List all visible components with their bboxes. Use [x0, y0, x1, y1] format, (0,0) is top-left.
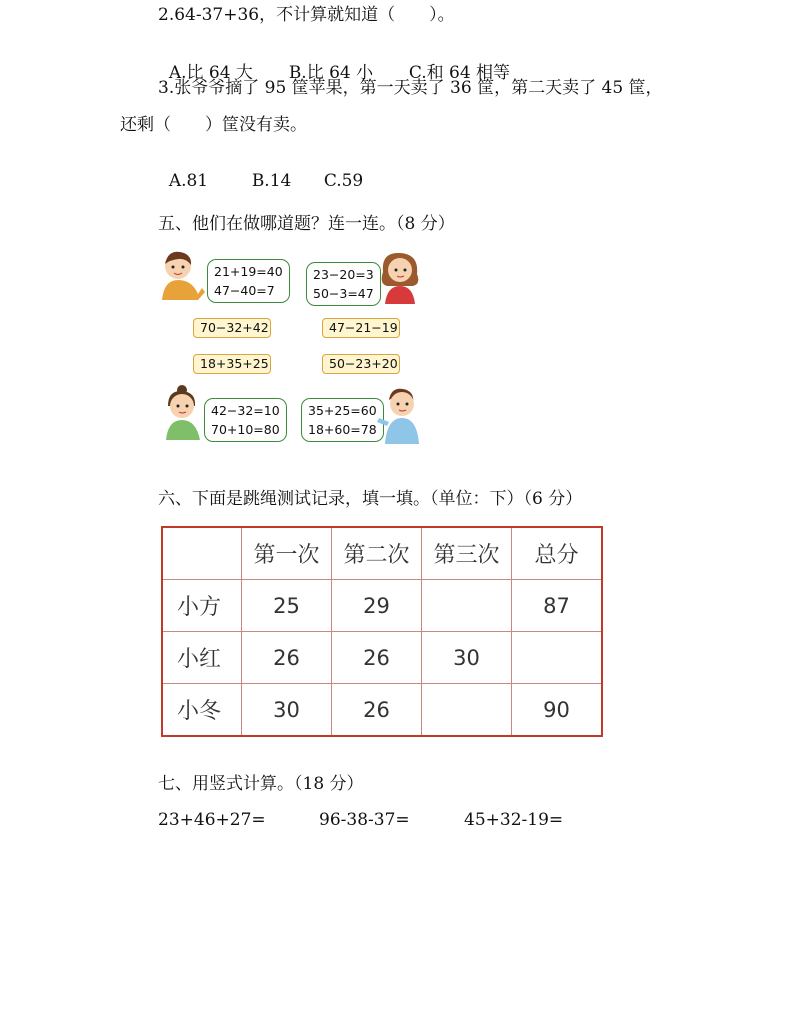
speech-bubble-4: 35+25=60 18+60=78 [301, 398, 384, 442]
blank-cell[interactable] [422, 684, 512, 737]
expression-card[interactable]: 18+35+25 [193, 354, 271, 374]
calc-problem: 23+46+27= [158, 810, 266, 830]
expression-card[interactable]: 47−21−19 [322, 318, 400, 338]
speech-bubble-3: 42−32=10 70+10=80 [204, 398, 287, 442]
girl-illustration [160, 384, 204, 440]
option-a: A.81 [168, 171, 209, 191]
option-b: B.比 64 小 [288, 63, 374, 83]
row-name: 小红 [162, 632, 242, 684]
section-6-title: 六、下面是跳绳测试记录，填一填。（单位：下）（6 分） [158, 489, 583, 509]
table-header-row [162, 527, 602, 580]
option-a: A.比 64 大 [168, 63, 253, 83]
expression-card[interactable]: 50−23+20 [322, 354, 400, 374]
table-cell: 30 [242, 684, 332, 737]
table-row [162, 684, 602, 737]
jump-rope-table [161, 526, 603, 737]
table-cell: 87 [512, 580, 603, 632]
table-cell: 90 [512, 684, 603, 737]
row-name: 小冬 [162, 684, 242, 737]
table-cell: 25 [242, 580, 332, 632]
blank-cell[interactable] [422, 580, 512, 632]
calc-problem: 96-38-37= [319, 810, 410, 830]
question-3-options [158, 148, 363, 192]
table-header-cell: 第三次 [422, 527, 512, 580]
table-header-cell: 总分 [512, 527, 603, 580]
calc-problem: 45+32-19= [464, 810, 564, 830]
section-5-title: 五、他们在做哪道题？连一连。（8 分） [158, 214, 455, 234]
boy-illustration [375, 386, 423, 444]
table-row [162, 632, 602, 684]
girl-illustration [377, 250, 423, 304]
table-cell: 26 [242, 632, 332, 684]
speech-bubble-1: 21+19=40 47−40=7 [207, 259, 290, 303]
row-name: 小方 [162, 580, 242, 632]
option-c: C.和 64 相等 [408, 63, 511, 83]
question-3-line2: 还剩（ ）筐没有卖。 [120, 115, 307, 135]
table-row [162, 580, 602, 632]
boy-illustration [158, 250, 206, 302]
speech-bubble-2: 23−20=3 50−3=47 [306, 262, 381, 306]
option-b: B.14 [251, 171, 292, 191]
blank-cell[interactable] [512, 632, 603, 684]
table-header-cell [162, 527, 242, 580]
expression-card[interactable]: 70−32+42 [193, 318, 271, 338]
table-header-cell: 第二次 [332, 527, 422, 580]
question-3-line1: 3.张爷爷摘了 95 筐苹果，第一天卖了 36 筐，第二天卖了 45 筐， [158, 78, 663, 98]
table-cell: 29 [332, 580, 422, 632]
table-cell: 26 [332, 684, 422, 737]
question-2: 2.64-37+36，不计算就知道（ ）。 [158, 5, 455, 25]
table-header-cell: 第一次 [242, 527, 332, 580]
table-cell: 26 [332, 632, 422, 684]
table-cell: 30 [422, 632, 512, 684]
section-7-title: 七、用竖式计算。（18 分） [158, 774, 364, 794]
option-c: C.59 [323, 171, 364, 191]
